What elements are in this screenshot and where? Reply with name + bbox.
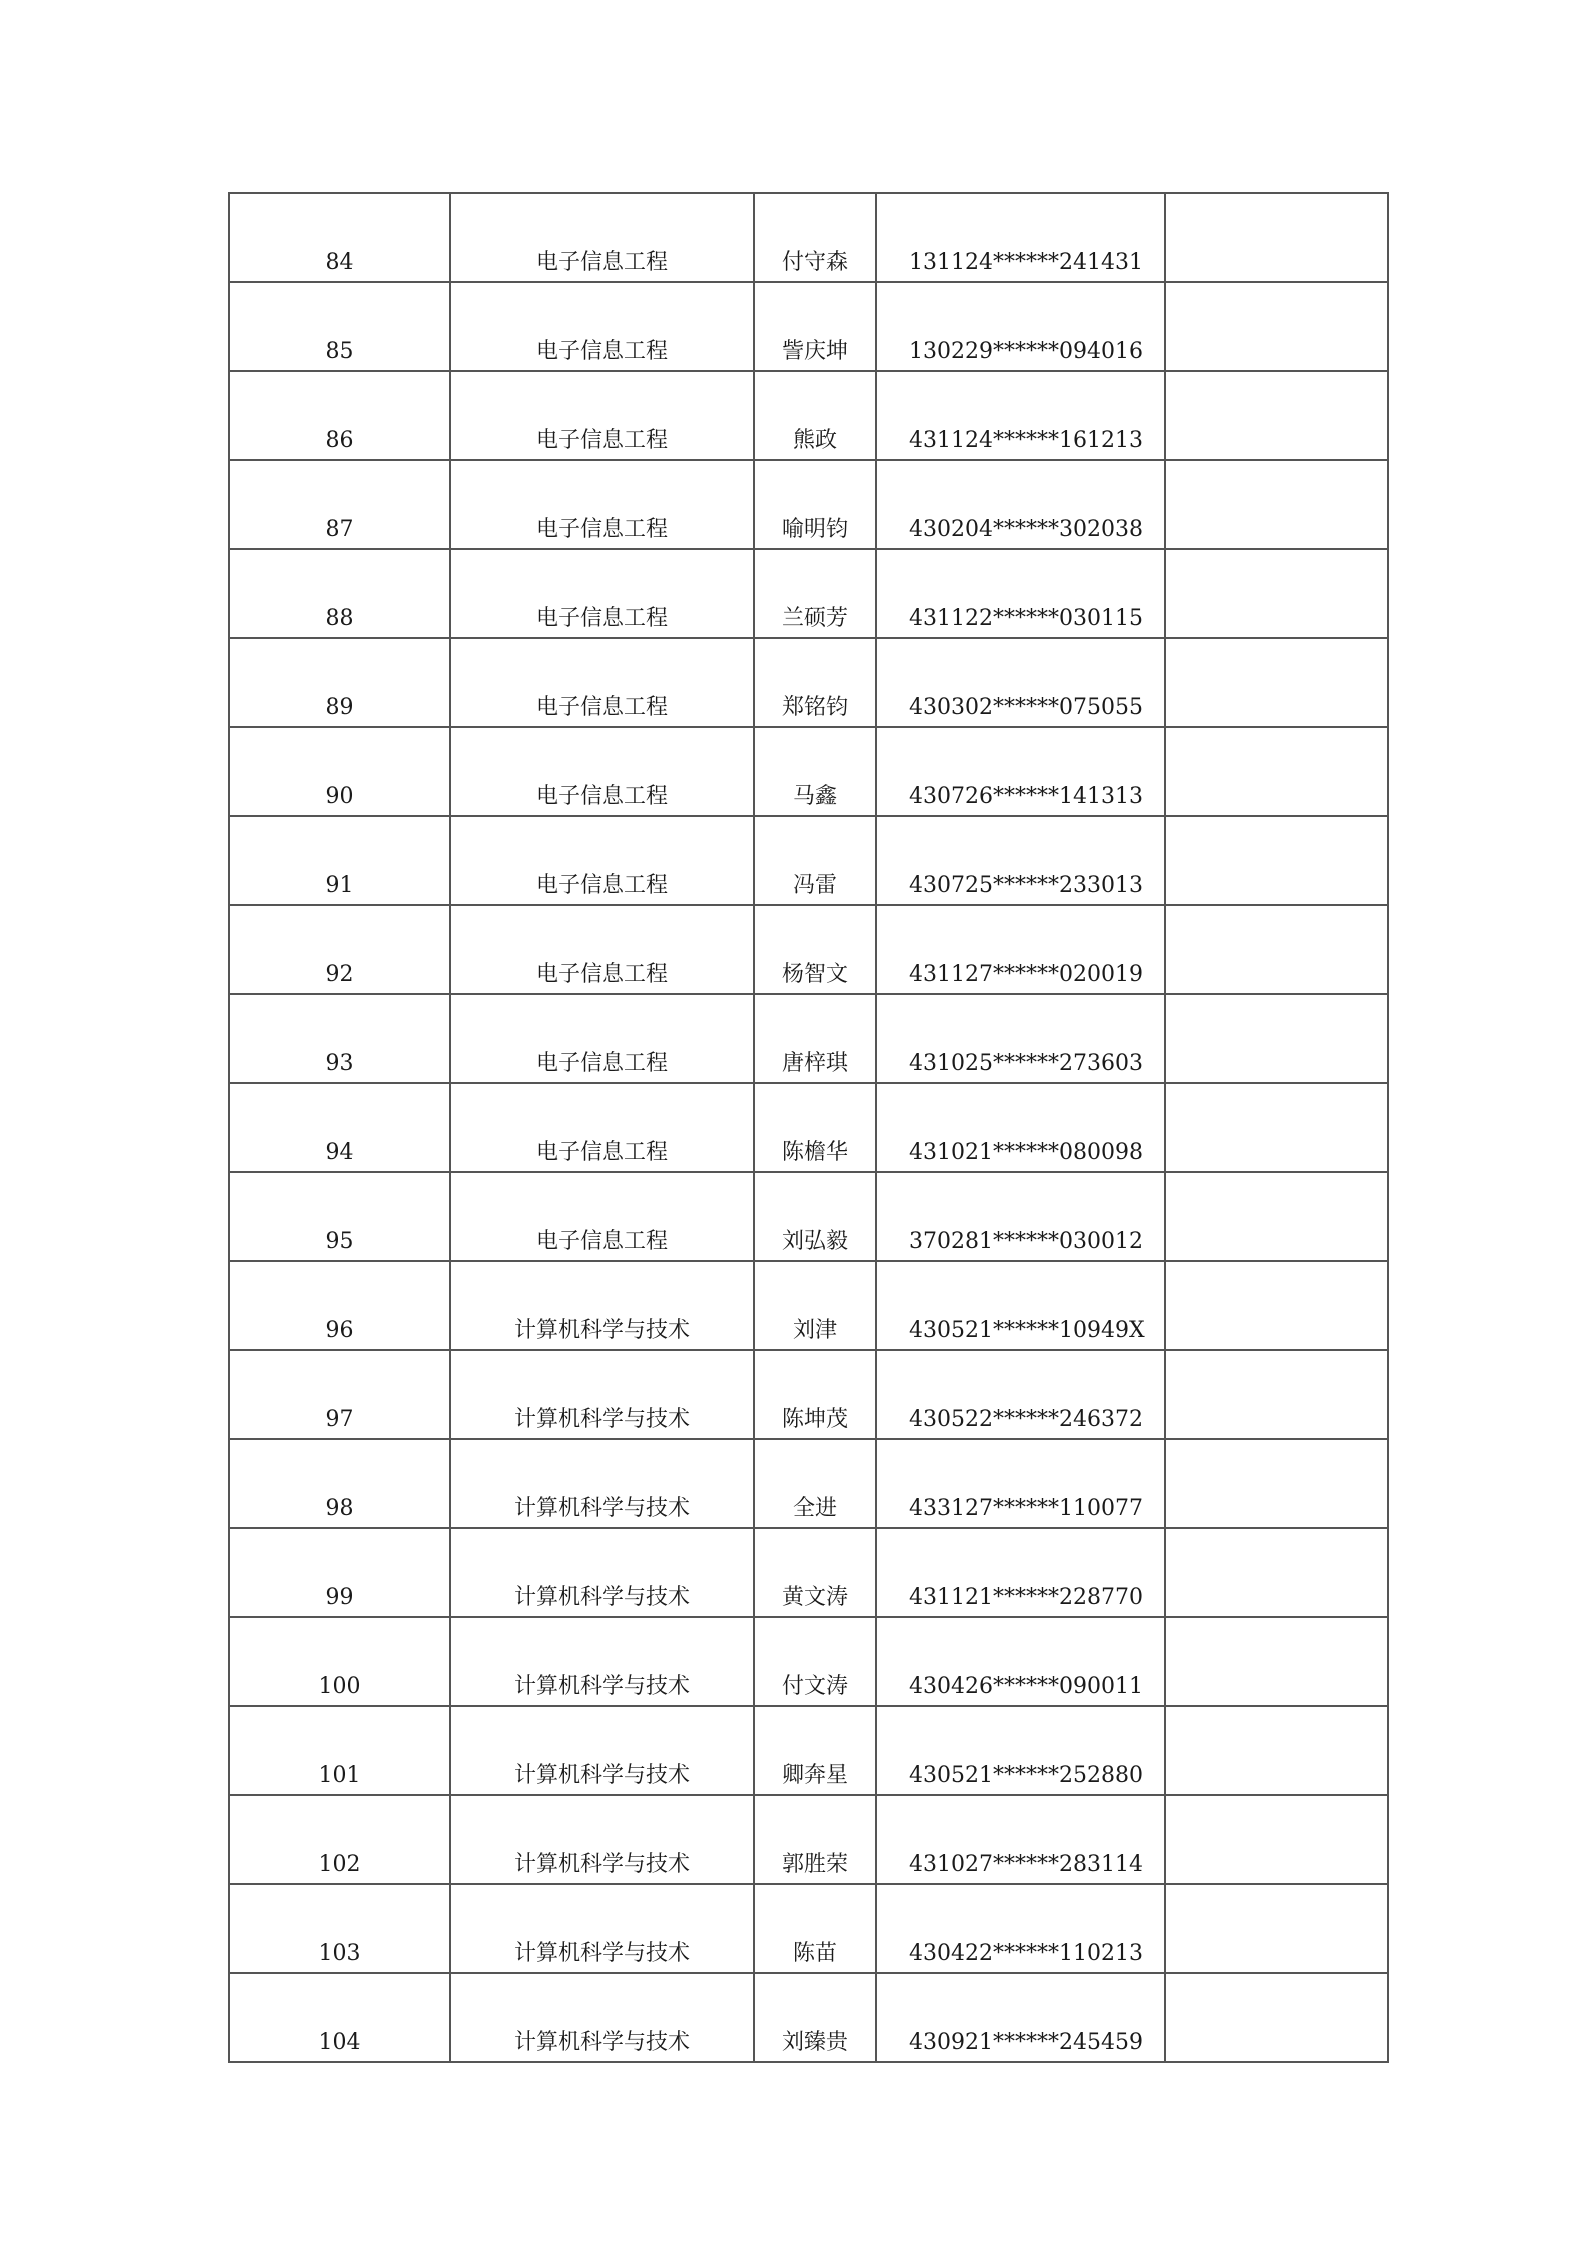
row-number-cell: 95 (229, 1172, 450, 1261)
remarks-cell (1165, 1795, 1388, 1884)
remarks-cell (1165, 816, 1388, 905)
remarks-cell (1165, 1172, 1388, 1261)
student-name-cell: 全进 (754, 1439, 876, 1528)
row-number-cell: 102 (229, 1795, 450, 1884)
major-cell: 电子信息工程 (450, 1083, 754, 1172)
student-name-cell: 刘臻贵 (754, 1973, 876, 2062)
student-name-cell: 兰硕芳 (754, 549, 876, 638)
id-number-cell: 131124******241431 (876, 193, 1165, 282)
table-row (229, 1439, 1388, 1528)
id-number-cell: 431027******283114 (876, 1795, 1165, 1884)
table-row (229, 1528, 1388, 1617)
table-row (229, 1172, 1388, 1261)
remarks-cell (1165, 638, 1388, 727)
student-name-cell: 郭胜荣 (754, 1795, 876, 1884)
row-number-cell: 85 (229, 282, 450, 371)
table-row (229, 994, 1388, 1083)
remarks-cell (1165, 905, 1388, 994)
remarks-cell (1165, 549, 1388, 638)
table-row (229, 816, 1388, 905)
major-cell: 计算机科学与技术 (450, 1706, 754, 1795)
row-number-cell: 90 (229, 727, 450, 816)
table-row (229, 638, 1388, 727)
remarks-cell (1165, 282, 1388, 371)
id-number-cell: 430521******252880 (876, 1706, 1165, 1795)
id-number-cell: 430302******075055 (876, 638, 1165, 727)
row-number-cell: 84 (229, 193, 450, 282)
table-row (229, 1617, 1388, 1706)
remarks-cell (1165, 1439, 1388, 1528)
id-number-cell: 430522******246372 (876, 1350, 1165, 1439)
table-row (229, 727, 1388, 816)
major-cell: 电子信息工程 (450, 549, 754, 638)
major-cell: 计算机科学与技术 (450, 1795, 754, 1884)
major-cell: 计算机科学与技术 (450, 1528, 754, 1617)
table-body (229, 193, 1388, 2062)
student-name-cell: 杨智文 (754, 905, 876, 994)
id-number-cell: 430426******090011 (876, 1617, 1165, 1706)
id-number-cell: 431021******080098 (876, 1083, 1165, 1172)
student-name-cell: 喻明钧 (754, 460, 876, 549)
major-cell: 计算机科学与技术 (450, 1884, 754, 1973)
row-number-cell: 104 (229, 1973, 450, 2062)
major-cell: 电子信息工程 (450, 727, 754, 816)
table-row (229, 371, 1388, 460)
major-cell: 电子信息工程 (450, 816, 754, 905)
row-number-cell: 103 (229, 1884, 450, 1973)
id-number-cell: 431124******161213 (876, 371, 1165, 460)
row-number-cell: 93 (229, 994, 450, 1083)
student-name-cell: 冯雷 (754, 816, 876, 905)
student-name-cell: 陈苗 (754, 1884, 876, 1973)
table-row (229, 549, 1388, 638)
row-number-cell: 88 (229, 549, 450, 638)
student-name-cell: 熊政 (754, 371, 876, 460)
major-cell: 电子信息工程 (450, 905, 754, 994)
table-row (229, 193, 1388, 282)
id-number-cell: 431122******030115 (876, 549, 1165, 638)
id-number-cell: 433127******110077 (876, 1439, 1165, 1528)
student-name-cell: 卿奔星 (754, 1706, 876, 1795)
id-number-cell: 370281******030012 (876, 1172, 1165, 1261)
id-number-cell: 430725******233013 (876, 816, 1165, 905)
student-name-cell: 郑铭钧 (754, 638, 876, 727)
major-cell: 计算机科学与技术 (450, 1617, 754, 1706)
student-name-cell: 付守森 (754, 193, 876, 282)
major-cell: 计算机科学与技术 (450, 1350, 754, 1439)
id-number-cell: 431121******228770 (876, 1528, 1165, 1617)
remarks-cell (1165, 1350, 1388, 1439)
remarks-cell (1165, 1884, 1388, 1973)
student-name-cell: 马鑫 (754, 727, 876, 816)
student-name-cell: 訾庆坤 (754, 282, 876, 371)
id-number-cell: 431127******020019 (876, 905, 1165, 994)
id-number-cell: 430422******110213 (876, 1884, 1165, 1973)
id-number-cell: 430921******245459 (876, 1973, 1165, 2062)
student-name-cell: 陈坤茂 (754, 1350, 876, 1439)
row-number-cell: 100 (229, 1617, 450, 1706)
major-cell: 电子信息工程 (450, 193, 754, 282)
remarks-cell (1165, 994, 1388, 1083)
student-name-cell: 刘弘毅 (754, 1172, 876, 1261)
row-number-cell: 87 (229, 460, 450, 549)
major-cell: 计算机科学与技术 (450, 1973, 754, 2062)
remarks-cell (1165, 1261, 1388, 1350)
row-number-cell: 97 (229, 1350, 450, 1439)
row-number-cell: 91 (229, 816, 450, 905)
table-row (229, 460, 1388, 549)
remarks-cell (1165, 1617, 1388, 1706)
major-cell: 电子信息工程 (450, 371, 754, 460)
major-cell: 电子信息工程 (450, 1172, 754, 1261)
student-name-cell: 刘津 (754, 1261, 876, 1350)
major-cell: 计算机科学与技术 (450, 1261, 754, 1350)
id-number-cell: 431025******273603 (876, 994, 1165, 1083)
remarks-cell (1165, 193, 1388, 282)
remarks-cell (1165, 727, 1388, 816)
major-cell: 电子信息工程 (450, 638, 754, 727)
table-row (229, 905, 1388, 994)
major-cell: 电子信息工程 (450, 994, 754, 1083)
id-number-cell: 130229******094016 (876, 282, 1165, 371)
table-row (229, 1261, 1388, 1350)
id-number-cell: 430726******141313 (876, 727, 1165, 816)
table-row (229, 1973, 1388, 2062)
remarks-cell (1165, 1083, 1388, 1172)
row-number-cell: 94 (229, 1083, 450, 1172)
row-number-cell: 86 (229, 371, 450, 460)
major-cell: 电子信息工程 (450, 460, 754, 549)
table-row (229, 1706, 1388, 1795)
major-cell: 电子信息工程 (450, 282, 754, 371)
table-row (229, 282, 1388, 371)
table-row (229, 1795, 1388, 1884)
id-number-cell: 430521******10949X (876, 1261, 1165, 1350)
student-name-cell: 付文涛 (754, 1617, 876, 1706)
remarks-cell (1165, 371, 1388, 460)
remarks-cell (1165, 1973, 1388, 2062)
remarks-cell (1165, 1706, 1388, 1795)
row-number-cell: 89 (229, 638, 450, 727)
row-number-cell: 92 (229, 905, 450, 994)
table-row (229, 1884, 1388, 1973)
table-row (229, 1083, 1388, 1172)
id-number-cell: 430204******302038 (876, 460, 1165, 549)
row-number-cell: 101 (229, 1706, 450, 1795)
student-name-cell: 唐梓琪 (754, 994, 876, 1083)
student-name-cell: 陈檐华 (754, 1083, 876, 1172)
student-list-table (228, 192, 1389, 2063)
remarks-cell (1165, 460, 1388, 549)
remarks-cell (1165, 1528, 1388, 1617)
row-number-cell: 96 (229, 1261, 450, 1350)
student-name-cell: 黄文涛 (754, 1528, 876, 1617)
major-cell: 计算机科学与技术 (450, 1439, 754, 1528)
row-number-cell: 98 (229, 1439, 450, 1528)
row-number-cell: 99 (229, 1528, 450, 1617)
table-row (229, 1350, 1388, 1439)
